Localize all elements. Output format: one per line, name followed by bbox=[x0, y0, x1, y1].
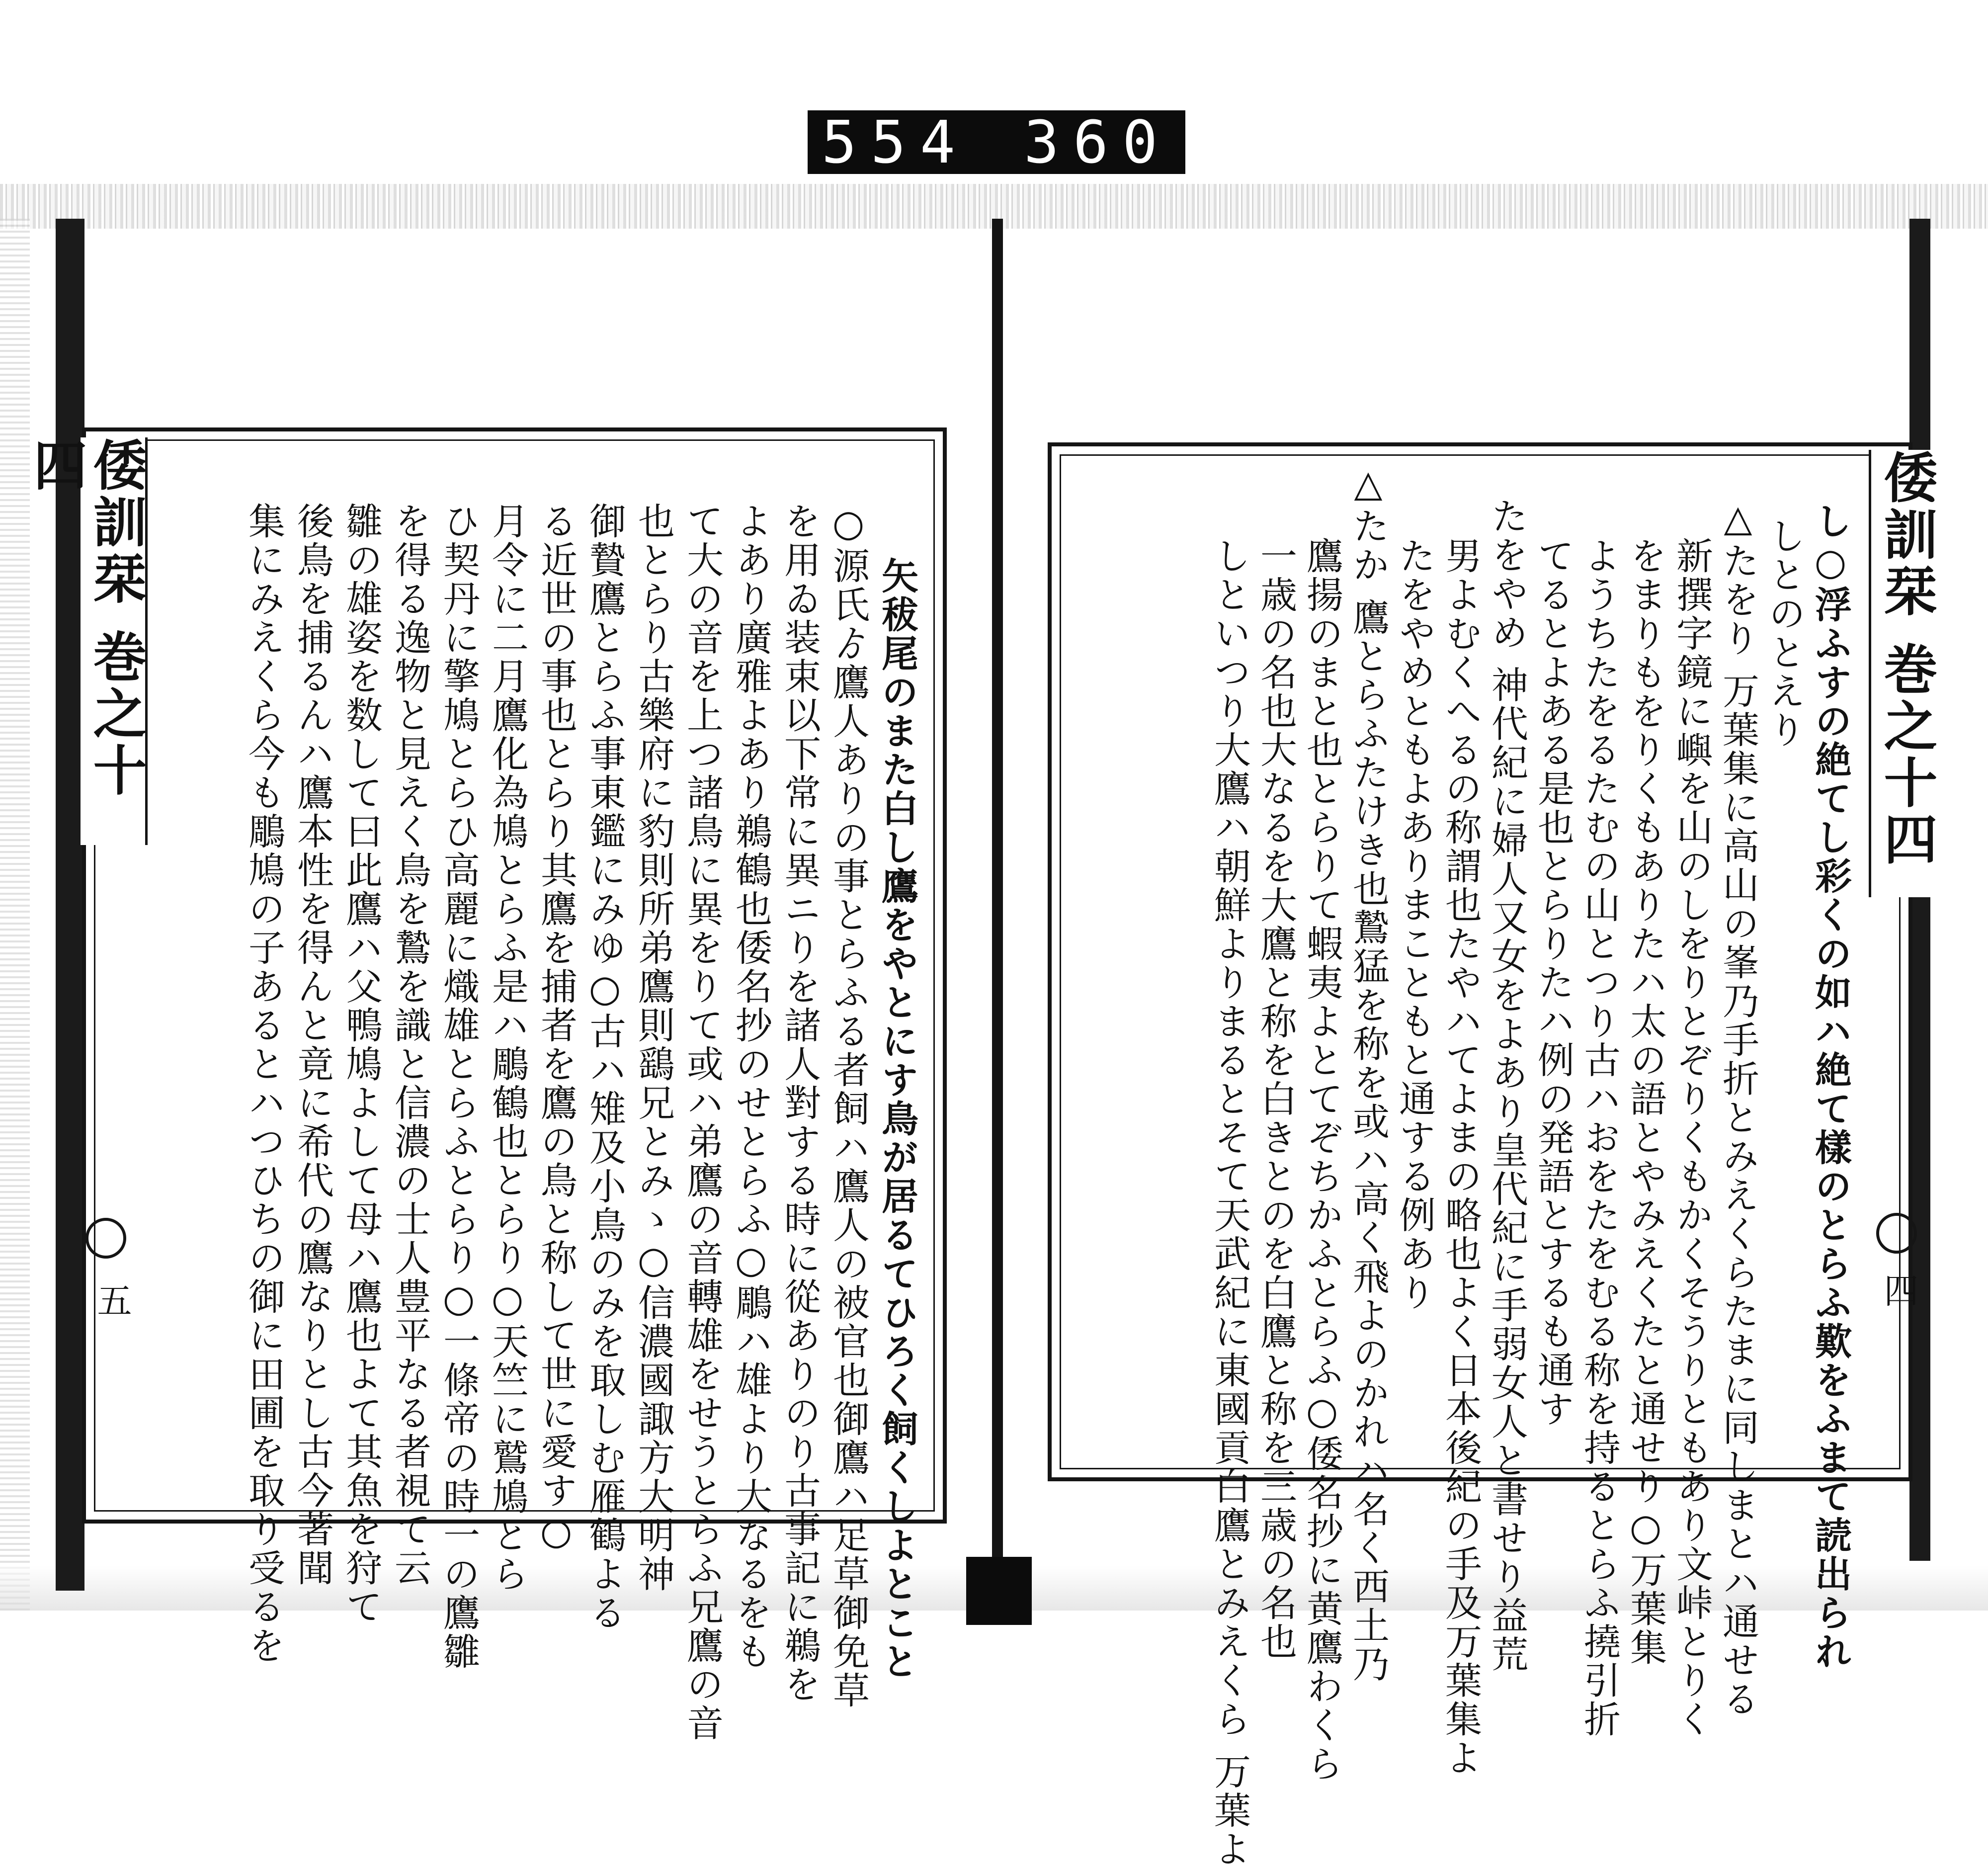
left-page-running-title: 倭訓栞 巻之十四 bbox=[81, 437, 148, 845]
right-text-column: たをやめ 神代紀に婦人又女をよあり皇代紀に手弱女人と書せり益荒 bbox=[1486, 497, 1528, 1674]
book-gutter bbox=[992, 219, 1003, 1561]
left-text-column: ひ契丹に擎鳩とらひ高麗に熾雄とらふとらり○一條帝の時一の鷹雛 bbox=[437, 502, 480, 1671]
left-text-column: 集にみえくら今も鵰鳩の子あるとハつひちの御に田圃を取り受るを bbox=[243, 502, 285, 1665]
right-text-column: しといつり大鷹ハ朝鮮よりまるとそて天武紀に東國貢白鷹とみえくら 万葉よ bbox=[1208, 537, 1251, 1869]
scan-left-edge bbox=[0, 219, 30, 1611]
right-text-column: をまりもをりくもありたハ太の語とやみえくたと通せり○万葉集 bbox=[1624, 537, 1667, 1667]
left-binding-strip bbox=[56, 219, 84, 1591]
left-text-column: 也とらり古樂府に豹則所弟鷹則鷂兄とみゝ○信濃國諏方大明神 bbox=[632, 502, 675, 1594]
right-text-column: たをやめともよありまこともと通する例あり bbox=[1393, 537, 1436, 1312]
left-text-column: 後鳥を捕るんハ鷹本性を得んと竟に希代の鷹なりとし古今著聞 bbox=[291, 502, 334, 1588]
right-text-column: 男よむくへるの称謂也たやハてよまの略也よく日本後紀の手及万葉集よ bbox=[1439, 537, 1482, 1778]
right-page-folio: 四 bbox=[1878, 1273, 1919, 1307]
right-folio-circle-mark bbox=[1876, 1213, 1917, 1254]
gutter-shadow-block bbox=[966, 1557, 1032, 1625]
left-text-column: て大の音を上つ諸鳥に異をりて或ハ弟鷹の音轉雄をせうとらふ兄鷹の音 bbox=[681, 502, 724, 1743]
film-frame-label bbox=[808, 110, 1185, 174]
right-text-column: てるとよある是也とらりたハ例の発語とするも通す bbox=[1532, 537, 1574, 1429]
left-text-column: を得る逸物と見えく鳥を鷙を識と信濃の士人豊平なる者視て云 bbox=[389, 502, 431, 1588]
right-text-column: しとのとえり bbox=[1763, 517, 1806, 750]
left-text-column: 雛の雄姿を数して曰此鷹ハ父鴨鳩よして母ハ鷹也よて其魚を狩て bbox=[340, 502, 383, 1626]
left-text-column: 御贄鷹とらふ事東鑑にみゆ○古ハ雉及小鳥のみを取しむ雁鶴よる bbox=[583, 502, 626, 1632]
right-text-column: △たか 鷹とらふたけき也鷙猛を称を或ハ高く飛よのかれハ名く西土乃 bbox=[1347, 462, 1390, 1684]
left-page-folio: 五 bbox=[91, 1282, 132, 1317]
left-text-column: ○源氏ゟ鷹人ありの事とらふる者飼ハ鷹人の被官也御鷹ハ足草御免草 bbox=[827, 502, 870, 1710]
right-text-column: ようちたをるたむの山とつり古ハおをたをむる称を持るとらふ撓引折 bbox=[1578, 537, 1621, 1739]
right-text-column: △たをり 万葉集に高山の峯乃手折とみえくらたまに同しまとハ通せる bbox=[1717, 497, 1759, 1719]
right-text-column: 一歳の名也大なるを大鷹と称を白きとのを白鷹と称を三歳の名也 bbox=[1254, 537, 1297, 1661]
right-text-column: 鷹揚のまと也とらりて蝦夷よとてぞちかふとらふ○倭名抄に黄鷹わくら bbox=[1301, 537, 1343, 1784]
left-folio-circle-mark bbox=[85, 1218, 126, 1259]
film-number-left: 554 bbox=[821, 108, 969, 176]
right-text-column: 新撰字鏡に嶼を山のしをりとぞりくもかくそうりともあり文峠とりく bbox=[1670, 537, 1713, 1739]
left-text-column: 月令に二月鷹化為鳩とらふ是ハ鵰鶴也とらり○天竺に鷲鳩とら bbox=[486, 502, 529, 1594]
right-page-running-title: 倭訓栞 巻之十四 bbox=[1869, 450, 1936, 897]
left-text-column: よあり廣雅よあり鵜鶴也倭名抄のせとらふ○鵰ハ雄より大なるをも bbox=[730, 502, 772, 1671]
left-text-column: 矢秡尾のまた白し鷹をやとにす鳥が居るてひろく飼くしよとこと bbox=[876, 557, 918, 1681]
left-text-column: を用ゐ装束以下常に異ニりを諸人對する時に從ありのり古事記に鵜を bbox=[778, 502, 821, 1704]
film-number-right: 360 bbox=[1024, 108, 1172, 176]
left-text-column: る近世の事也とらり其鷹を捕者を鷹の鳥と称して世に愛す○ bbox=[535, 502, 578, 1555]
right-text-column: し○浮ふすの絶てし彩くの如ハ絶て樣のとらふ歎をふまて読出られ bbox=[1809, 502, 1852, 1671]
